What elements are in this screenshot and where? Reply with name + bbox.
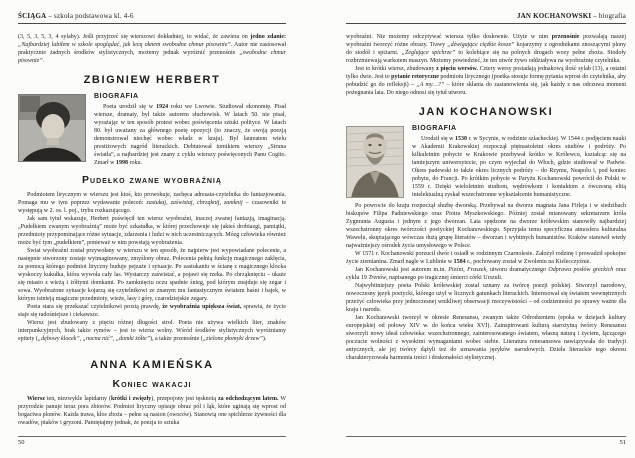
kochanowski-paragraph-2: W 1571 r. Kochanowski porzucił dwór i osiadł w rodzinnym Czarnolesie. Założył rodzinę i prowadził spokojne życie ziemianina. Zmarł nagle w Lublinie w 1584 r., pochowany został w Zwoleniu na Kielecczyźnie. [346, 251, 626, 265]
right-running-head-subtitle: – biografia [591, 12, 626, 20]
pudelko-paragraph-1: Podmiotem lirycznym w wierszu jest ktoś, kto prowokuje, zachęca adresata-czytelnika do fantazjowania. Pomaga mu w tym poprzez wydawanie poleceń: zastukaj, zaświstaj, chrząknij, zamknij – czasowniki te występują w 2. os. l. poj., trybu rozkazującego. [18, 192, 286, 214]
kochanowski-paragraph-5: Jan Kochanowski tworzył w okresie Renesansu, zwanym także Odrodzeniem (epoka w dziejach kultury europejskiej od połowy XIV w. do końca wieku XVI). Zainspirowani kulturą starożytną twórcy Renesansu stworzyli nowy ideał człowieka: wszechstronnego, zainteresowanego światem, własną naturą i życiem, łączącego poczucie wolności z wysokimi wymaganiami wobec siebie. Literatura renesansowa nawiązywała do tradycji antycznych, ale jej twórcy dążyli też do uznawania języków narodowych. Dzieła literackie tego okresu charakteryzowała harmonia treści i doskonałości stylistycznej. [346, 315, 626, 361]
kochanowski-bio-paragraph: Urodził się w 1530 r. w Sycynie, w rodzinie szlacheckiej. W 1544 r. podjęciem nauki w Akademii Krakowskiej rozpoczął piętnastoletni okres studiów i podróży. Po kilkuletnim pobycie w Krakowie przebywał krótko w Królewcu, kształcąc się na tamtejszym uniwersytecie, po czym wyjechał do Włoch, gdzie studiował w Padwie. Okres padewski to także okres licznych podróży – do Rzymu, Neapolu i, pod koniec pobytu, do Francji. Po krótkim pobycie w Paryżu Kochanowski powrócił do Polski w 1559 r. Dzięki wieloletnim studiom, wędrówkom i kontaktom z ówczesną elitą intelektualną zyskał wszechstronne wykształcenie humanistyczne. [412, 136, 626, 198]
left-running-head-title: ŚCIĄGA [18, 12, 47, 20]
koniec-wakacji-heading: Koniec wakacji [112, 378, 192, 390]
left-running-head [18, 12, 286, 24]
kochanowski-biografia-label: BIOGRAFIA [412, 125, 457, 132]
kochanowski-portrait [346, 126, 404, 198]
right-page [346, 12, 626, 452]
herbert-photo [18, 94, 86, 162]
koniec-wakacji-paragraph: Wiersz ten, niezwykle lapidarny (krótki i zwięzły), przepojony jest tęsknotą za odchodzącym latem. W przyrodzie panuje teraz pora zbiorów. Podmiot liryczny opisuje obraz pól i łąk, które uginają się wprost od bogactwa plonów. Każda trawa, kłos zboża – pełne są nasion (owoców). Stanowią one spichlerze żywności dla owadów, ptaków i gryzoni. Pamiętajmy jednak, że poezja to sztuka [18, 396, 286, 426]
left-page-footer [18, 436, 286, 446]
koniec-wakacji-continuation-paragraph: wyobraźni. Nie możemy odczytywać wiersza tylko dosłownie. Użyte w nim przenośnie pozwalają naszej wyobraźni tworzyć różne obrazy. Trawy „dźwigające ciężkie kosze” kojarzymy z ogrodnikami znoszącymi plony do stodół i spiżarni. „Żeglujące spichrze” to kolebiące się na polnych drogach wozy pełne zboża. Stodoły rozbrzmiewają warkotem maszyn. Możemy powiedzieć, że ten utwór żywo oddziaływa na wyobraźnię czytelnika. [346, 34, 626, 64]
pudelko-paragraph-5: Wiersz jest zbudowany z pięciu różnej długości strof. Poeta nie używa wielkich liter, znaków interpunkcyjnych, brak także rymów – jest to wiersz wolny. Wśród środków stylistycznych wyróżniamy epitety („dębowy klocek”, „nocna nić”, „domki żółte”), a także przenośnie („zielone płomyki drzew”). [18, 320, 286, 342]
kochanowski-section-heading: JAN KOCHANOWSKI [418, 106, 554, 118]
pudelko-heading: Pudełko zwane wyobraźnią [82, 174, 222, 186]
kochanowski-paragraph-4: Najwybitniejszy poeta Polski królewskiej został uznany za twórcę poezji polskiej. Stworzył narodowy, nowoczesny język poetycki, którego użył w licznych gatunkach literackich. Interesował się światem wewnętrznych przeżyć człowieka przy jednoczesnej wnikliwej obserwacji rzeczywistości – od codzienności po sprawy ważne dla kraju i narodu. [346, 283, 626, 313]
kochanowski-paragraph-1: Po powrocie do kraju rozpoczął służbę dworską. Przebywał na dworze magnata Jana Firleja i w siedzibach biskupów Filipa Padniewskiego oraz Piotra Myszkowskiego. Później został mianowany sekretarzem króla Zygmunta Augusta i jednym z jego dworzan. Lata spędzone na dworze królewskim stanowiły najbardziej wszechstronny okres twórczości poetyckiej Kochanowskiego. Sprzyjała temu specyficzna atmosfera kulturalna Wawelu, skupiającego wówczas dużą grupę literatów – dworzan i wybitnych humanistów. Kraków stanowił wtedy najważniejszy ośrodek życia umysłowego w Polsce. [346, 203, 626, 249]
right-running-head-title: JAN KOCHANOWSKI [516, 12, 592, 20]
left-running-head-subtitle: – szkoła podstawowa kl. 4-6 [46, 12, 134, 20]
herbert-section-heading: ZBIGNIEW HERBERT [83, 74, 221, 86]
herbert-bio-paragraph: Poeta urodził się w 1924 roku we Lwowie. Studiował ekonomię. Pisał wiersze, dramaty, był także autorem słuchowisk. W latach 50. nie pisał, wyrażając w ten sposób protest wobec poświęcenia sztuki polityce. W latach 80. był uważany za głównego poetę opozycji (to znaczy, że swoją poezją demonstrował niechęć wobec władz w kraju). Był laureatem wielu prestiżowych nagród literackich. Debiutował tomikiem wierszy „Struna światła”, a najbardziej jest znany z cyklu wierszy poświęconych Panu Cogito. Zmarł w 1998 roku. [94, 104, 286, 166]
herbert-biografia-label: BIOGRAFIA [94, 93, 139, 100]
kochanowski-bio-block [346, 124, 626, 200]
koniec-wakacji-analysis-paragraph: Jest to krótki wiersz, zbudowany z pięciu wersów. Cztery wersy posiadają jednakową ilość sylab (13), a ostatni tylko dwie. Jest to pytanie retoryczne podmiotu lirycznego (poetka stosuje formę pytania wprost do czytelnika, aby pobudzić go do refleksji) – „A my…?” – które skłania do zastanowienia się, jak każdy z nas odczuwa moment pożegnania lata. Do niego odnosi się tytuł utworu. [346, 66, 627, 96]
right-page-footer [346, 436, 626, 446]
right-page-number: 51 [619, 439, 626, 446]
herbert-bio-block [18, 92, 286, 167]
left-page [18, 12, 286, 452]
right-running-head [346, 12, 626, 24]
pudelko-paragraph-2: Jak sam tytuł wskazuje, Herbert poświęcił ten wiersz wyobraźni, inaczej zwanej fantazją, imaginacją. „Pudełkiem zwanym wyobraźnią” może być szkatułka, w której przechowuje się jakieś drobiazgi, pamiątki, przedmioty przypominające różne sytuacje, zdarzenia i ludzi w nich uczestniczących. Mózg człowieka również może być tym „pudełkiem”, ponieważ w nim powstają wyobrażenia. [18, 216, 286, 246]
pudelko-paragraph-3: Świat wyobraźni został przywołany w wierszu w ten sposób, że najpierw jest wypowiadane polecenie, a następnie stworzony zostaje wyimaginowany, zmyślony obraz. Polecenia pełnią funkcję magicznego zaklęcia, za pomocą którego podmiot liryczny buduje pejzaże i sytuacje. Po zastukaniu w ścianę z magicznego klocka wyskoczy kukułka, która wywoła cały las. Wystarczy zaświstać, a pojawi się rzeka. Po chrząknięciu – ukaże się miasto z wieżą i żółtymi domkami. Po zamknięciu oczu spadnie śnieg, pod którym znajduje się zegar i sowa. Wyobrażone sytuacje kojarzą się czytelnikowi ze znanym mu fantastycznym światem baśni i bajek, w którym istnieją magiczne przedmioty, wieże, lasy i góry, czarodziejskie zegary. [18, 248, 286, 302]
syllable-analysis-paragraph: (3, 5, 3, 5, 3, 4 sylaby). Jeśli przyjrzeć się wierszowi dokładniej, to widać, że zawiera on jedno zdanie: „Najbardziej lubiłem w szkole spoglądać, jak lecą oknem swobodne chmur pisownie”. Autor nie zastosował praktycznie żadnych środków stylistycznych, możemy jednak wyróżnić przenośnie „swobodne chmur pisownie”. [18, 34, 287, 64]
pudelko-paragraph-4: Poeta stara się przekazać czytelnikowi prostą prawdę, że wyobraźnia upiększa świat, sprawia, że życie staje się radośniejsze i ciekawsze. [18, 304, 286, 318]
kochanowski-paragraph-3: Jan Kochanowski jest autorem m.in. Pieśni, Fraszek, utworu dramatycznego Odprawa posłów greckich oraz cyklu 19 Trenów, napisanego po tragicznej śmierci córki Urszuli. [346, 267, 626, 281]
left-page-number: 50 [18, 439, 25, 446]
kamienska-section-heading: ANNA KAMIEŃSKA [90, 359, 214, 371]
